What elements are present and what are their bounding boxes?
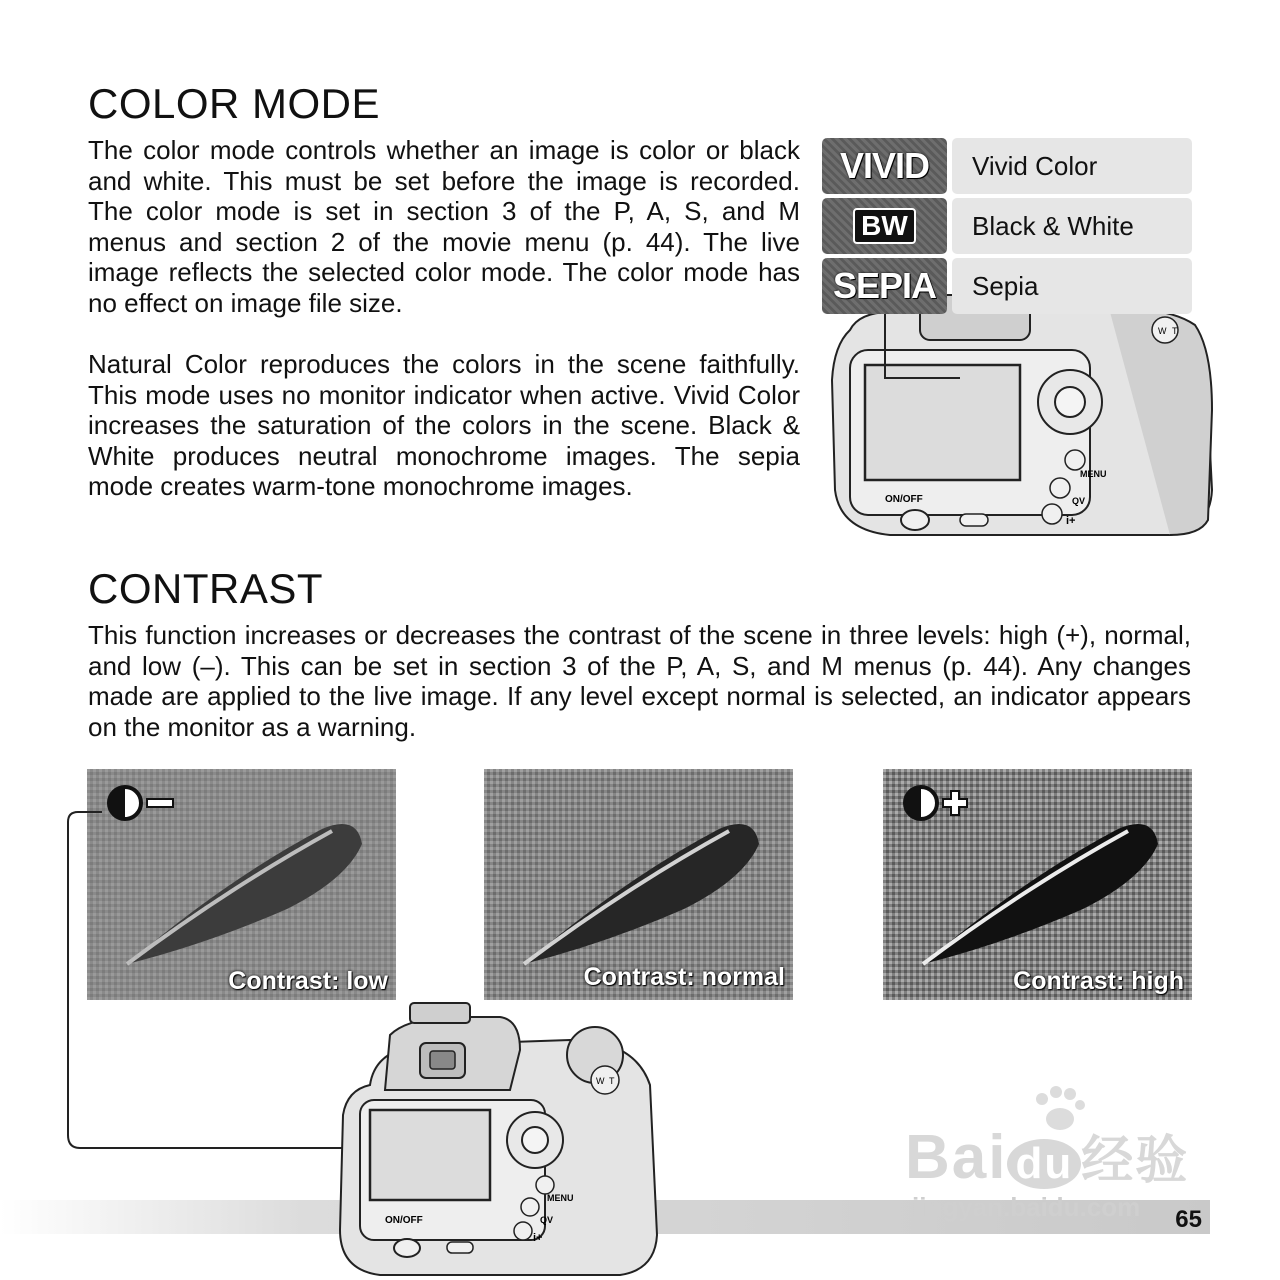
contrast-normal-caption: Contrast: normal — [583, 963, 785, 991]
zoom-w-label: W — [1158, 326, 1167, 336]
contrast-normal-photo — [484, 769, 793, 1000]
zoom-t-label: T — [1172, 326, 1178, 336]
paw-icon — [1030, 1085, 1090, 1135]
qv-button-label-2: QV — [540, 1215, 554, 1225]
color-mode-row-bw — [822, 198, 1192, 254]
zoom-t-label-2: T — [609, 1076, 615, 1086]
on-off-label: ON/OFF — [885, 494, 923, 505]
vivid-icon: VIVID — [822, 138, 947, 194]
sepia-icon: SEPIA — [822, 258, 947, 314]
on-off-label-2: ON/OFF — [385, 1215, 423, 1226]
color-mode-row-sepia — [822, 258, 1192, 314]
color-mode-heading: COLOR MODE — [88, 80, 381, 127]
color-mode-paragraph-2: Natural Color reproduces the colors in the scene faithfully. This mode uses no monitor indicator when active. Vivid Color increases the saturation of the colors in the scene. Black & White produces neutral monochrome images. The sepia mode creates warm-tone monochrome images. — [88, 349, 800, 501]
black-white-icon: BW — [822, 198, 947, 254]
page-number: 65 — [1175, 1206, 1202, 1233]
baidu-watermark-logo: Bai du 经验 — [905, 1123, 1190, 1192]
black-white-label: Black & White — [952, 198, 1192, 254]
color-mode-paragraph-1: The color mode controls whether an image is color or black and white. This must be set before the image is recorded. The color mode is set in section 3 of the P, A, S, and M menus and section 2 of the movie menu (p. 44). The live image reflects the selected color mode. The color mode has no effect on image file size. — [88, 135, 800, 318]
contrast-heading: CONTRAST — [88, 565, 323, 612]
camera-bottom-illustration — [335, 995, 665, 1280]
contrast-high-caption: Contrast: high — [1013, 967, 1184, 995]
qv-button-label: QV — [1072, 496, 1086, 506]
info-button-label: i+ — [1066, 515, 1076, 527]
menu-button-label-2: MENU — [547, 1193, 574, 1203]
camera-back-illustration — [820, 290, 1220, 545]
contrast-low-caption: Contrast: low — [228, 967, 388, 995]
contrast-paragraph: This function increases or decreases the contrast of the scene in three levels: high (+), normal, and low (–). This can be set in section 3 of the P, A, S, and M menus (p. 44). Any changes made are applied to the live image. If any level except normal is selected, an indicator appears on the monitor as a warning. — [88, 620, 1191, 742]
watermark-url: jingyan.baidu.com — [912, 1192, 1141, 1222]
menu-button-label: MENU — [1080, 469, 1107, 479]
vivid-label: Vivid Color — [952, 138, 1192, 194]
contrast-high-photo — [883, 769, 1192, 1000]
info-button-label-2: i+ — [533, 1232, 543, 1244]
color-mode-row-vivid — [822, 138, 1192, 194]
zoom-w-label-2: W — [596, 1076, 605, 1086]
contrast-plus-icon — [903, 783, 983, 823]
sepia-label: Sepia — [952, 258, 1192, 314]
